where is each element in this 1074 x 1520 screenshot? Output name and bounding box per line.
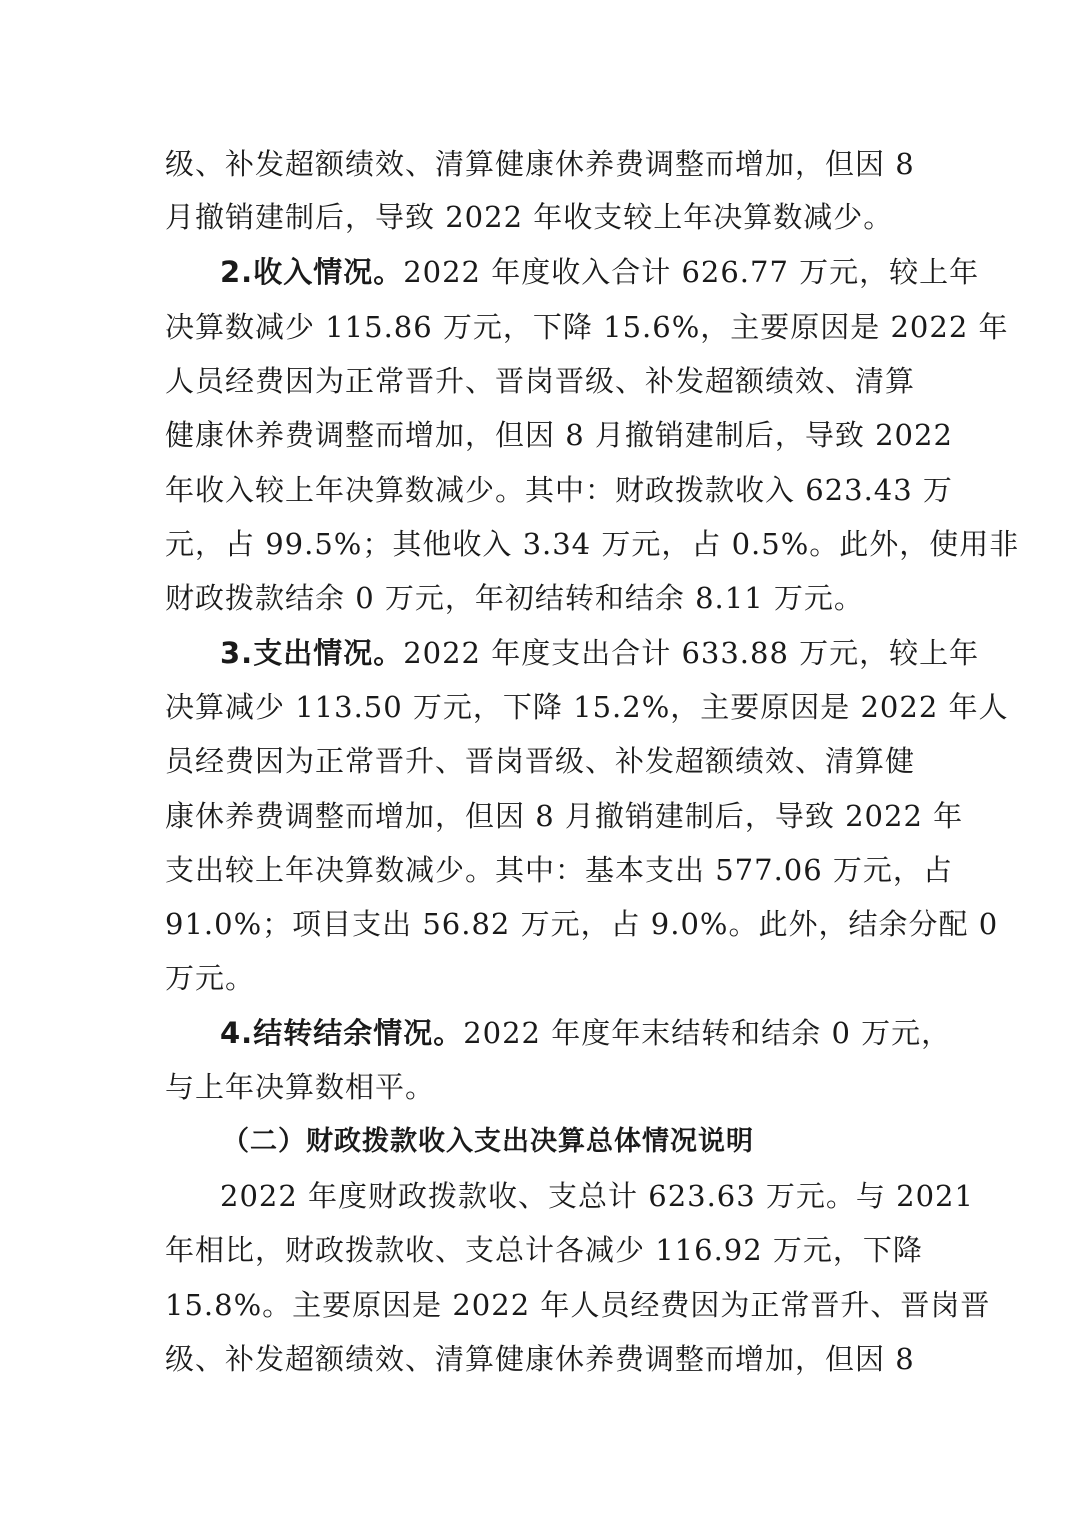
expenditure-line-3: 员经费因为正常晋升、晋岗晋级、补发超额绩效、清算健 bbox=[165, 744, 916, 778]
expenditure-first-line-text: 2022 年度支出合计 633.88 万元，较上年 bbox=[403, 636, 980, 670]
expenditure-title: 3.支出情况。 bbox=[220, 636, 404, 670]
income-line-4: 健康休养费调整而增加，但因 8 月撤销建制后，导致 2022 bbox=[165, 418, 953, 452]
section-two-line-3: 15.8%。主要原因是 2022 年人员经费因为正常晋升、晋岗晋 bbox=[165, 1288, 991, 1322]
expenditure-line-2: 决算减少 113.50 万元，下降 15.2%，主要原因是 2022 年人 bbox=[165, 690, 1009, 724]
income-line-2: 决算数减少 115.86 万元，下降 15.6%，主要原因是 2022 年 bbox=[165, 310, 1009, 344]
carryover-title: 4.结转结余情况。 bbox=[220, 1016, 464, 1050]
income-line-3: 人员经费因为正常晋升、晋岗晋级、补发超额绩效、清算 bbox=[165, 364, 916, 398]
section-two-line-2: 年相比，财政拨款收、支总计各减少 116.92 万元，下降 bbox=[165, 1233, 923, 1267]
intro-line-2: 月撤销建制后，导致 2022 年收支较上年决算数减少。 bbox=[165, 200, 894, 234]
section-two-line-1: 2022 年度财政拨款收、支总计 623.63 万元。与 2021 bbox=[220, 1179, 974, 1213]
income-line-5: 年收入较上年决算数减少。其中：财政拨款收入 623.43 万 bbox=[165, 473, 953, 507]
expenditure-line-7: 万元。 bbox=[165, 961, 256, 995]
expenditure-first-line bbox=[220, 633, 979, 673]
carryover-line-2: 与上年决算数相平。 bbox=[165, 1070, 436, 1104]
carryover-first-line-text: 2022 年度年末结转和结余 0 万元， bbox=[463, 1016, 952, 1050]
income-title: 2.收入情况。 bbox=[220, 255, 404, 289]
carryover-first-line bbox=[220, 1013, 951, 1053]
income-line-7: 财政拨款结余 0 万元，年初结转和结余 8.11 万元。 bbox=[165, 581, 864, 615]
income-first-line bbox=[220, 252, 979, 292]
expenditure-line-6: 91.0%；项目支出 56.82 万元，占 9.0%。此外，结余分配 0 bbox=[165, 907, 999, 941]
section-two-line-4: 级、补发超额绩效、清算健康休养费调整而增加，但因 8 bbox=[165, 1342, 915, 1376]
income-line-6: 元，占 99.5%；其他收入 3.34 万元，占 0.5%。此外，使用非 bbox=[165, 527, 1020, 561]
intro-line-1: 级、补发超额绩效、清算健康休养费调整而增加，但因 8 bbox=[165, 147, 915, 181]
income-first-line-text: 2022 年度收入合计 626.77 万元，较上年 bbox=[403, 255, 980, 289]
expenditure-line-5: 支出较上年决算数减少。其中：基本支出 577.06 万元，占 bbox=[165, 853, 953, 887]
section-two-heading: （二）财政拨款收入支出决算总体情况说明 bbox=[222, 1126, 754, 1157]
expenditure-line-4: 康休养费调整而增加，但因 8 月撤销建制后，导致 2022 年 bbox=[165, 799, 964, 833]
